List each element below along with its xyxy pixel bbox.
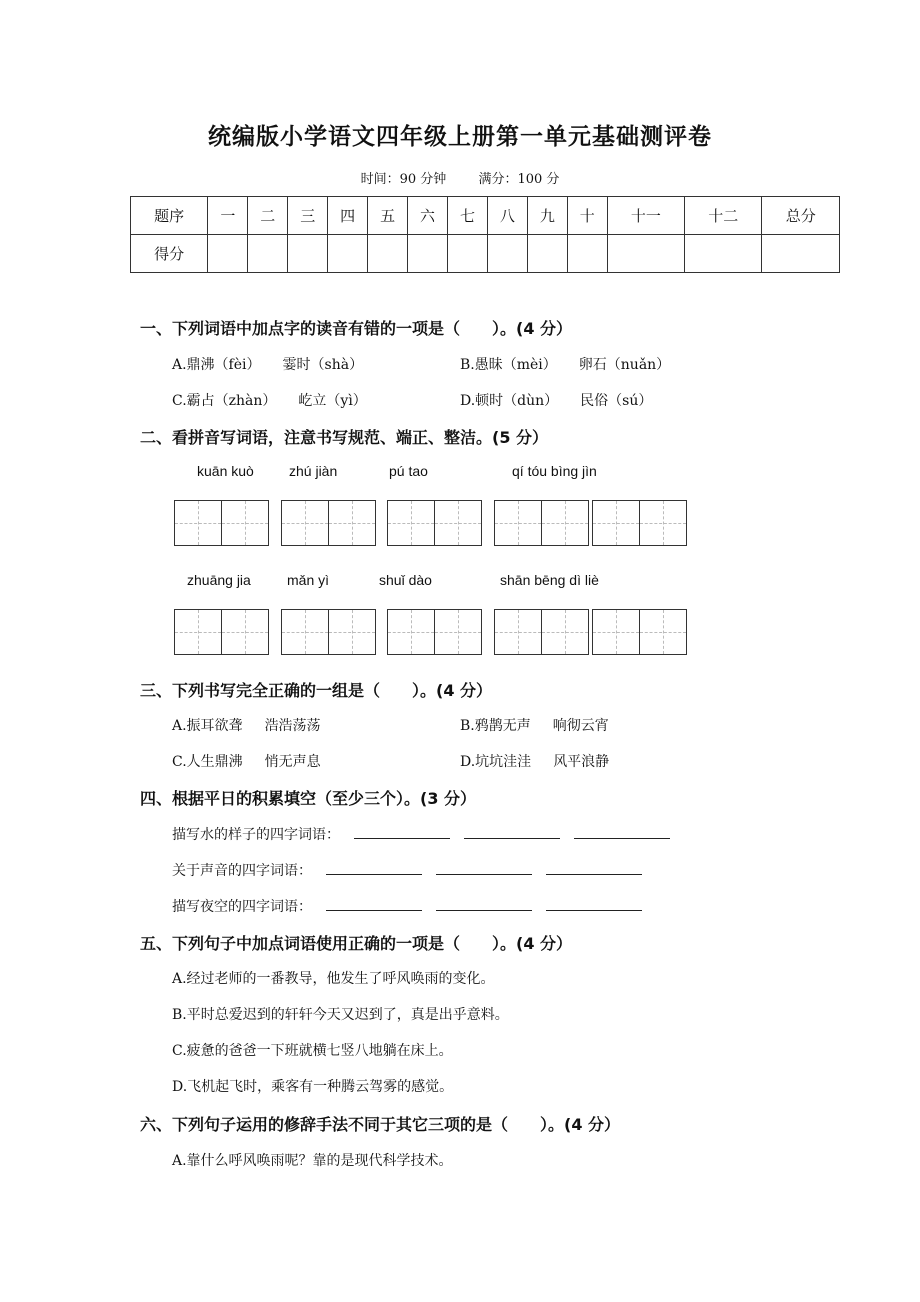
score-header-cell: 九 bbox=[527, 197, 567, 235]
score-cell[interactable] bbox=[328, 235, 368, 273]
writing-cell[interactable] bbox=[541, 500, 589, 546]
writing-cell[interactable] bbox=[639, 609, 687, 655]
answer-blank[interactable] bbox=[574, 824, 670, 839]
option-word: 响彻云宵 bbox=[552, 718, 609, 734]
answer-blank[interactable] bbox=[436, 896, 532, 911]
question-6-heading: 六、下列句子运用的修辞手法不同于其它三项的是（ ）。(4 分） bbox=[140, 1115, 621, 1134]
pinyin-label: qí tóu bìng jìn bbox=[512, 463, 597, 479]
option-word: 悄无声息 bbox=[264, 754, 321, 770]
fill-in-line bbox=[172, 860, 642, 880]
writing-cell[interactable] bbox=[221, 609, 269, 655]
question-1-option-b[interactable] bbox=[460, 354, 670, 374]
fill-in-line bbox=[172, 824, 670, 844]
score-cell[interactable] bbox=[567, 235, 607, 273]
answer-blank[interactable] bbox=[464, 824, 560, 839]
answer-blank[interactable] bbox=[326, 860, 422, 875]
score-row-label: 得分 bbox=[131, 235, 208, 273]
score-cell[interactable] bbox=[368, 235, 408, 273]
fill-in-prompt: 描写夜空的四字词语： bbox=[172, 899, 312, 915]
pinyin-label: mǎn yì bbox=[287, 572, 330, 588]
question-5-option-b[interactable]: B.平时总爱迟到的轩轩今天又迟到了，真是出乎意料。 bbox=[172, 1007, 509, 1023]
option-word: D.顿时（dùn） bbox=[460, 393, 559, 409]
question-1-option-c[interactable] bbox=[172, 390, 367, 410]
writing-cell[interactable] bbox=[592, 609, 640, 655]
option-word: A.鼎沸（fèi） bbox=[172, 357, 261, 373]
writing-cell[interactable] bbox=[281, 609, 329, 655]
score-cell[interactable] bbox=[248, 235, 288, 273]
answer-blank[interactable] bbox=[546, 860, 642, 875]
writing-cell[interactable] bbox=[434, 609, 482, 655]
option-word: 屹立（yì） bbox=[298, 393, 367, 409]
score-header-cell: 七 bbox=[447, 197, 487, 235]
score-cell[interactable] bbox=[762, 235, 840, 273]
question-3-option-b[interactable] bbox=[460, 715, 609, 735]
score-cell[interactable] bbox=[408, 235, 448, 273]
option-word: A.振耳欲聋 bbox=[172, 718, 243, 734]
answer-blank[interactable] bbox=[326, 896, 422, 911]
writing-cell[interactable] bbox=[328, 609, 376, 655]
question-2-heading: 二、看拼音写词语，注意书写规范、端正、整洁。(5 分） bbox=[140, 428, 549, 447]
writing-cell[interactable] bbox=[541, 609, 589, 655]
writing-cell[interactable] bbox=[328, 500, 376, 546]
writing-box-group[interactable] bbox=[281, 500, 375, 546]
time-limit: 时间：90 分钟 bbox=[360, 172, 447, 187]
question-3-option-d[interactable] bbox=[460, 751, 609, 771]
score-table-score-row bbox=[131, 235, 840, 273]
writing-cell[interactable] bbox=[387, 609, 435, 655]
score-cell[interactable] bbox=[527, 235, 567, 273]
writing-cell[interactable] bbox=[174, 500, 222, 546]
option-word: 卵石（nuǎn） bbox=[578, 357, 671, 373]
writing-box-group[interactable] bbox=[494, 609, 686, 655]
score-header-cell: 一 bbox=[208, 197, 248, 235]
writing-box-group[interactable] bbox=[387, 500, 481, 546]
question-5-option-d[interactable]: D.飞机起飞时，乘客有一种腾云驾雾的感觉。 bbox=[172, 1079, 454, 1095]
writing-box-group[interactable] bbox=[494, 500, 686, 546]
score-cell[interactable] bbox=[208, 235, 248, 273]
score-cell[interactable] bbox=[447, 235, 487, 273]
pinyin-label: kuān kuò bbox=[197, 463, 254, 479]
score-header-cell: 六 bbox=[408, 197, 448, 235]
score-cell[interactable] bbox=[288, 235, 328, 273]
score-header-cell: 十一 bbox=[607, 197, 684, 235]
question-3-heading: 三、下列书写完全正确的一组是（ ）。(4 分） bbox=[140, 681, 493, 700]
writing-box-group[interactable] bbox=[174, 609, 268, 655]
page-title: 统编版小学语文四年级上册第一单元基础测评卷 bbox=[208, 124, 712, 150]
question-1-option-d[interactable] bbox=[460, 390, 652, 410]
option-word: B.愚昧（mèi） bbox=[460, 357, 557, 373]
score-header-cell: 题序 bbox=[131, 197, 208, 235]
option-word: C.人生鼎沸 bbox=[172, 754, 243, 770]
option-word: 浩浩荡荡 bbox=[264, 718, 321, 734]
answer-blank[interactable] bbox=[354, 824, 450, 839]
writing-cell[interactable] bbox=[387, 500, 435, 546]
fill-in-line bbox=[172, 896, 642, 916]
score-header-cell: 三 bbox=[288, 197, 328, 235]
pinyin-label: shuǐ dào bbox=[379, 572, 432, 588]
score-table-header-row bbox=[131, 197, 840, 235]
score-header-cell: 五 bbox=[368, 197, 408, 235]
score-header-cell: 总分 bbox=[762, 197, 840, 235]
score-header-cell: 十 bbox=[567, 197, 607, 235]
writing-box-group[interactable] bbox=[387, 609, 481, 655]
question-5-option-c[interactable]: C.疲惫的爸爸一下班就横七竖八地躺在床上。 bbox=[172, 1043, 453, 1059]
score-header-cell: 八 bbox=[487, 197, 527, 235]
pinyin-label: shān bēng dì liè bbox=[500, 572, 599, 588]
writing-box-group[interactable] bbox=[281, 609, 375, 655]
writing-cell[interactable] bbox=[494, 609, 542, 655]
writing-cell[interactable] bbox=[592, 500, 640, 546]
writing-cell[interactable] bbox=[434, 500, 482, 546]
option-word: C.霸占（zhàn） bbox=[172, 393, 277, 409]
score-header-cell: 二 bbox=[248, 197, 288, 235]
writing-cell[interactable] bbox=[639, 500, 687, 546]
score-table bbox=[130, 196, 840, 273]
question-3-option-a[interactable] bbox=[172, 715, 321, 735]
writing-cell[interactable] bbox=[221, 500, 269, 546]
pinyin-label: zhú jiàn bbox=[289, 463, 338, 479]
score-cell[interactable] bbox=[685, 235, 762, 273]
question-1-option-a[interactable] bbox=[172, 354, 363, 374]
writing-cell[interactable] bbox=[281, 500, 329, 546]
question-4-heading: 四、根据平日的积累填空（至少三个）。(3 分） bbox=[140, 789, 477, 808]
score-header-cell: 四 bbox=[328, 197, 368, 235]
question-5-heading: 五、下列句子中加点词语使用正确的一项是（ ）。(4 分） bbox=[140, 934, 573, 953]
writing-cell[interactable] bbox=[494, 500, 542, 546]
fill-in-prompt: 关于声音的四字词语： bbox=[172, 863, 312, 879]
writing-cell[interactable] bbox=[174, 609, 222, 655]
score-cell[interactable] bbox=[487, 235, 527, 273]
answer-blank[interactable] bbox=[546, 896, 642, 911]
question-3-option-c[interactable] bbox=[172, 751, 321, 771]
fill-in-prompt: 描写水的样子的四字词语： bbox=[172, 827, 340, 843]
full-score: 满分：100 分 bbox=[478, 172, 560, 187]
score-cell[interactable] bbox=[607, 235, 684, 273]
question-6-option-a[interactable]: A.靠什么呼风唤雨呢？靠的是现代科学技术。 bbox=[172, 1153, 453, 1169]
option-word: D.坑坑洼洼 bbox=[460, 754, 532, 770]
pinyin-label: zhuāng jia bbox=[187, 572, 251, 588]
pinyin-label: pú tao bbox=[389, 463, 428, 479]
answer-blank[interactable] bbox=[436, 860, 532, 875]
option-word: 民俗（sú） bbox=[580, 393, 653, 409]
question-5-option-a[interactable]: A.经过老师的一番教导，他发生了呼风唤雨的变化。 bbox=[172, 971, 495, 987]
writing-box-group[interactable] bbox=[174, 500, 268, 546]
option-word: B.鸦鹊无声 bbox=[460, 718, 531, 734]
score-header-cell: 十二 bbox=[685, 197, 762, 235]
question-1-heading: 一、下列词语中加点字的读音有错的一项是（ ）。(4 分） bbox=[140, 319, 573, 338]
option-word: 风平浪静 bbox=[553, 754, 610, 770]
option-word: 霎时（shà） bbox=[282, 357, 364, 373]
exam-meta bbox=[0, 168, 920, 187]
